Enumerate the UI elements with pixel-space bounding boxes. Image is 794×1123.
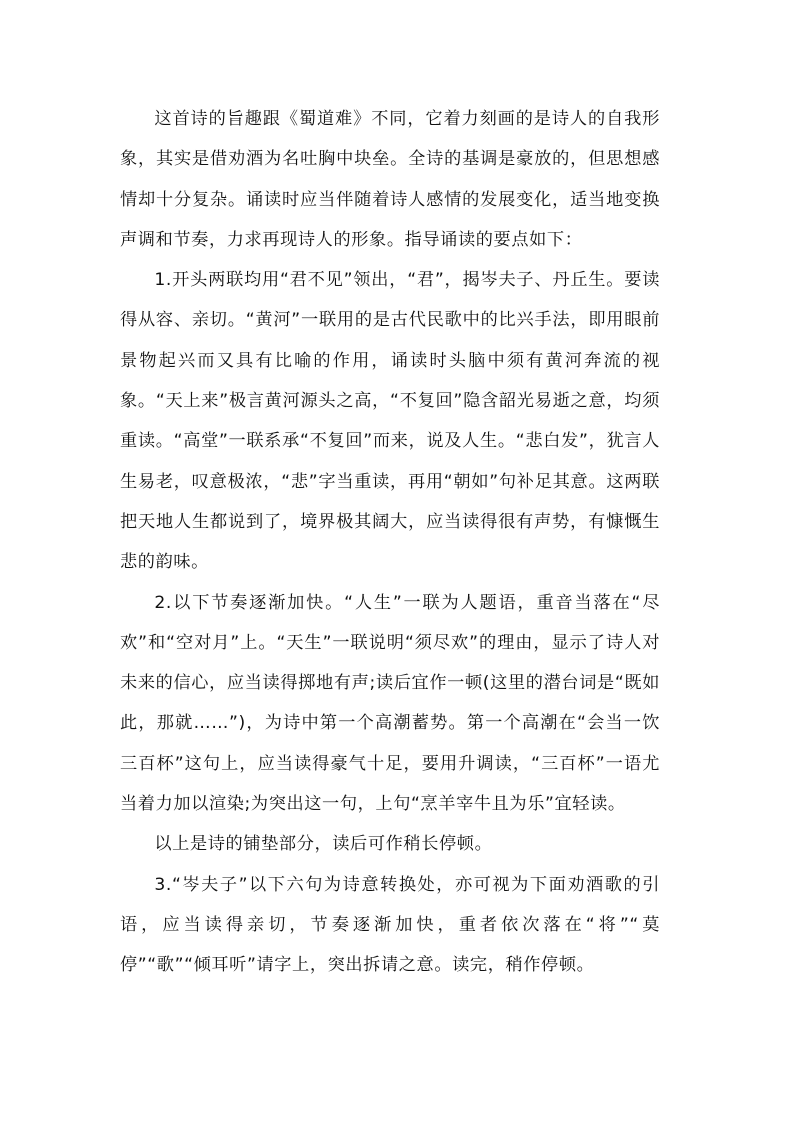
paragraph-intro: 这首诗的旨趣跟《蜀道难》不同，它着力刻画的是诗人的自我形象，其实是借劝酒为名吐胸中块垒。全诗的基调是豪放的，但思想感情却十分复杂。诵读时应当伴随着诗人感情的发展变化，适当地变换声调和节奏，力求再现诗人的形象。指导诵读的要点如下：	[120, 109, 660, 250]
document-body	[120, 99, 660, 986]
paragraph-point-1: 1.开头两联均用“君不见”领出，“君”，揭岑夫子、丹丘生。要读得从容、亲切。“黄河”一联用的是古代民歌中的比兴手法，即用眼前景物起兴而又具有比喻的作用，诵读时头脑中须有黄河奔流的视象。“天上来”极言黄河源头之高，“不复回”隐含韶光易逝之意，均须重读。“高堂”一联系承“不复回”而来，说及人生。“悲白发”，犹言人生易老，叹意极浓，“悲”字当重读，再用“朝如”句补足其意。这两联把天地人生都说到了，境界极其阔大，应当读得很有声势，有慷慨生悲的韵味。	[120, 270, 660, 573]
paragraph-summary: 以上是诗的铺垫部分，读后可作稍长停顿。	[154, 834, 493, 855]
paragraph-point-3: 3.“岑夫子”以下六句为诗意转换处，亦可视为下面劝酒歌的引语，应当读得亲切，节奏逐渐加快，重者依次落在“将”“莫停”“歌”“倾耳听”请字上，突出拆请之意。读完，稍作停顿。	[120, 874, 660, 976]
paragraph-point-2: 2.以下节奏逐渐加快。“人生”一联为人题语，重音当落在“尽欢”和“空对月”上。“天生”一联说明“须尽欢”的理由，显示了诗人对未来的信心，应当读得掷地有声;读后宜作一顿(这里的潜台词是“既如此，那就……”)，为诗中第一个高潮蓄势。第一个高潮在“会当一饮三百杯”这句上，应当读得豪气十足，要用升调读，“三百杯”一语尤当着力加以渲染;为突出这一句，上句“烹羊宰牛且为乐”宜轻读。	[120, 592, 660, 815]
